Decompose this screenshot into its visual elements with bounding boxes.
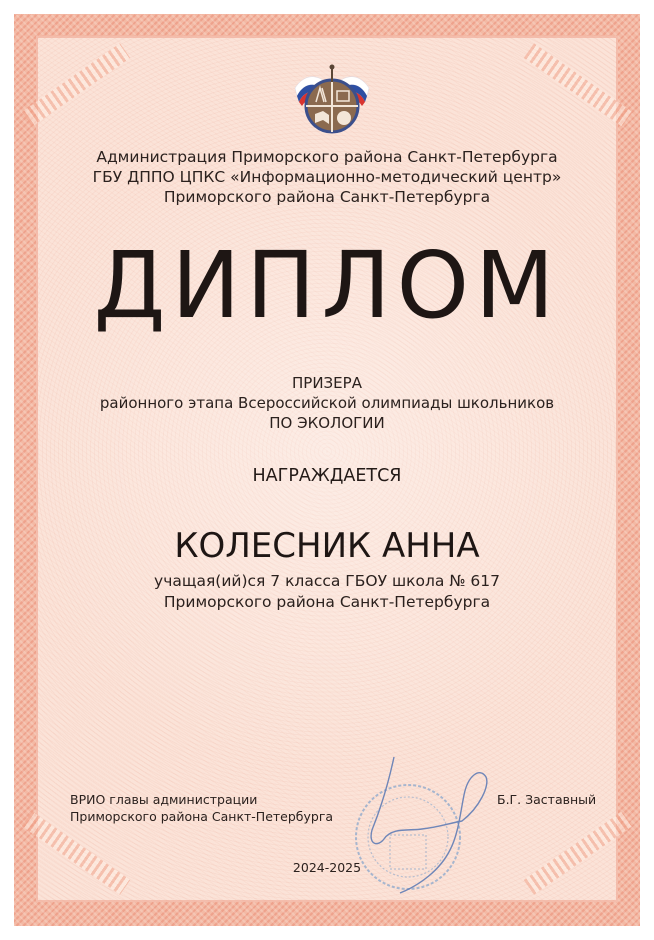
academic-year: 2024-2025 [292,860,362,875]
issuing-organization [0,147,654,207]
recipient-details-line-1: учащая(ий)ся 7 класса ГБОУ школа № 617 [154,572,500,590]
signer-name: Б.Г. Заставный [497,792,597,807]
award-description [0,373,654,433]
signer-position-line-1: ВРИО главы администрации [70,792,258,807]
signer-position-line-2: Приморского района Санкт-Петербурга [70,809,334,824]
olympiad-emblem-icon [289,58,375,136]
recipient-details [0,571,654,613]
organization-line-3: Приморского района Санкт-Петербурга [163,188,491,206]
recipient-details-line-2: Приморского района Санкт-Петербурга [163,593,491,611]
awarded-label: НАГРАЖДАЕТСЯ [252,466,402,486]
organization-line-1: Администрация Приморского района Санкт-Петербурга [96,148,558,166]
award-line-3: ПО ЭКОЛОГИИ [269,414,385,432]
recipient-name: КОЛЕСНИК АННА [174,526,480,566]
award-line-2: районного этапа Всероссийской олимпиады школьников [99,394,555,412]
document-title: ДИПЛОМ [93,232,561,339]
organization-line-2: ГБУ ДППО ЦПКС «Информационно-методический центр» [92,168,562,186]
signer-position [70,791,333,825]
award-line-1: ПРИЗЕРА [292,374,362,392]
